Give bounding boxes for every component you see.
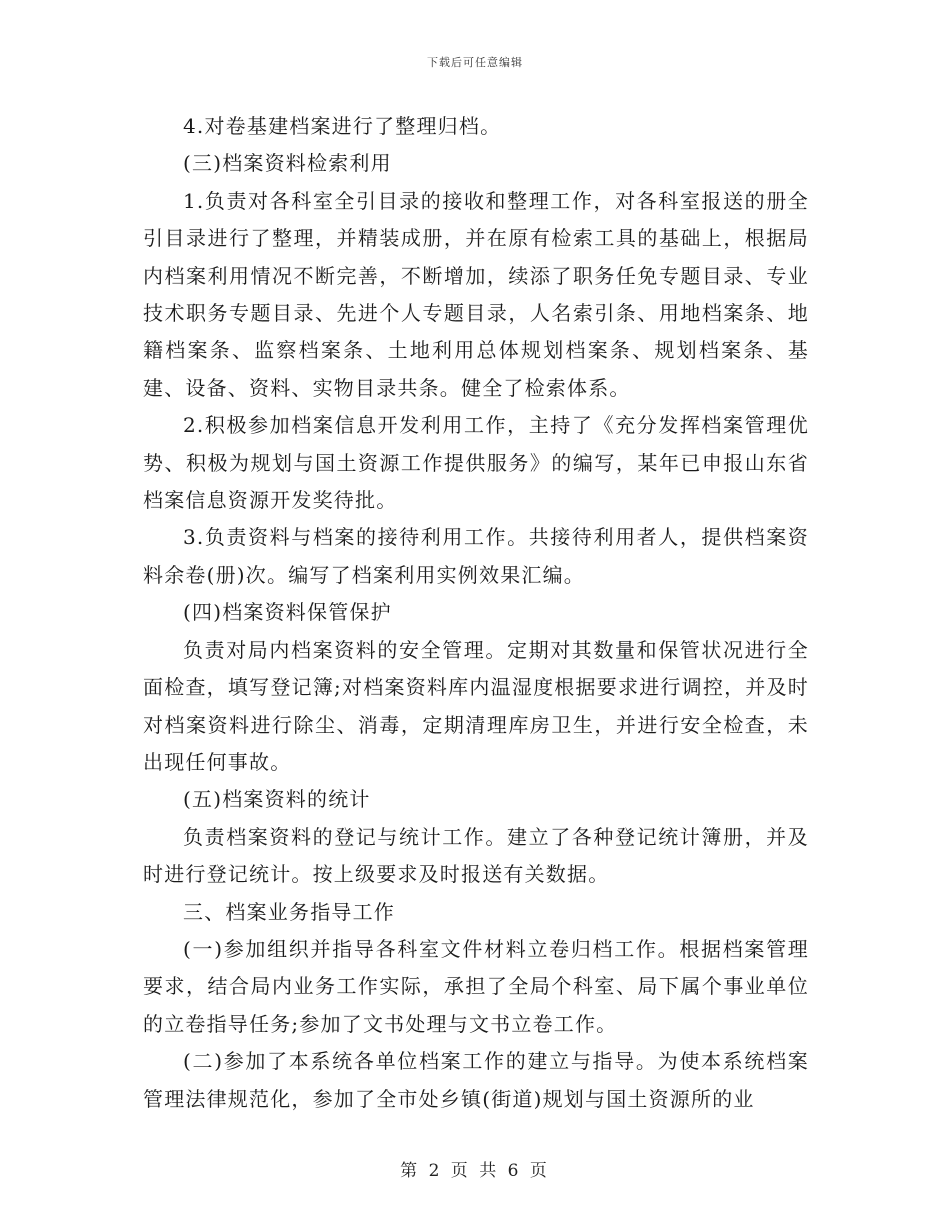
- section-heading: (四)档案资料保管保护: [183, 600, 392, 625]
- paragraph: 1.负责对各科室全引目录的接收和整理工作，对各科室报送的册全引目录进行了整理，并精装成册，并在原有检索工具的基础上，根据局内档案利用情况不断完善，不断增加，续添了职务任免专题目录、专业技术职务专题目录、先进个人专题目录，人名索引条、用地档案条、地籍档案条、监察档案条、土地利用总体规划档案条、规划档案条、基建、设备、资料、实物目录共条。健全了检索体系。: [143, 188, 809, 400]
- paragraph: 4.对卷基建档案进行了整理归档。: [183, 114, 502, 138]
- document-body: [143, 108, 809, 1118]
- section-heading: 三、档案业务指导工作: [183, 899, 395, 924]
- paragraph: 负责对局内档案资料的安全管理。定期对其数量和保管状况进行全面检查，填写登记簿;对档案资料库内温湿度根据要求进行调控，并及时对档案资料进行除尘、消毒，定期清理库房卫生，并进行安全检查，未出现任何事故。: [143, 637, 809, 774]
- paragraph: (一)参加组织并指导各科室文件材料立卷归档工作。根据档案管理要求，结合局内业务工作实际，承担了全局个科室、局下属个事业单位的立卷指导任务;参加了文书处理与文书立卷工作。: [143, 936, 809, 1036]
- paragraph: 2.积极参加档案信息开发利用工作，主持了《充分发挥档案管理优势、积极为规划与国土资源工作提供服务》的编写，某年已申报山东省档案信息资源开发奖待批。: [143, 413, 809, 513]
- section-heading: (五)档案资料的统计: [183, 787, 371, 812]
- paragraph: (二)参加了本系统各单位档案工作的建立与指导。为使本系统档案管理法律规范化，参加了全市处乡镇(街道)规划与国土资源所的业: [143, 1049, 809, 1111]
- page-footer: 第 2 页 共 6 页: [400, 1161, 550, 1181]
- paragraph: 3.负责资料与档案的接待利用工作。共接待利用者人，提供档案资料余卷(册)次。编写了档案利用实例效果汇编。: [143, 525, 809, 587]
- section-heading: (三)档案资料检索利用: [183, 151, 392, 176]
- page-header: 下载后可任意编辑: [427, 56, 523, 69]
- paragraph: 负责档案资料的登记与统计工作。建立了各种登记统计簿册，并及时进行登记统计。按上级要求及时报送有关数据。: [143, 824, 809, 887]
